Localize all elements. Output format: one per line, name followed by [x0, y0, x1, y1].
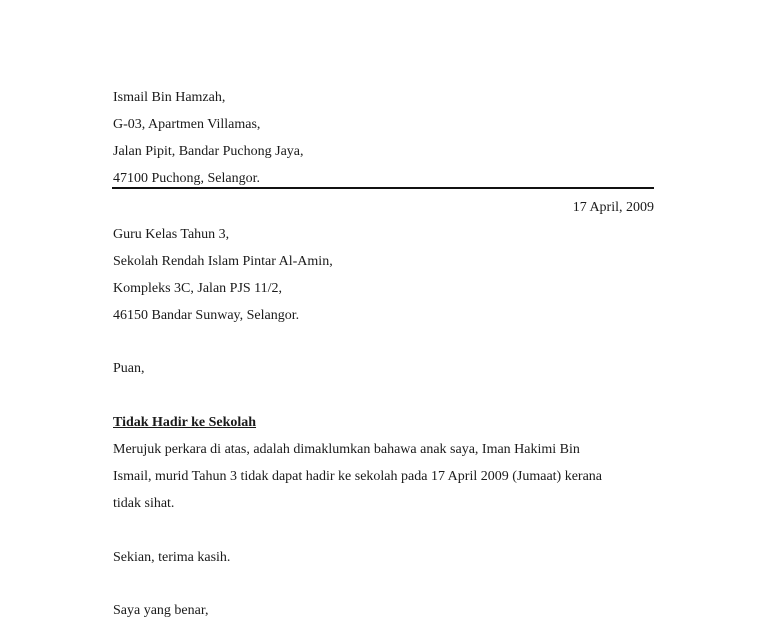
sender-address-line-1: G-03, Apartmen Villamas, [113, 117, 261, 132]
recipient-address-line-1: Kompleks 3C, Jalan PJS 11/2, [113, 281, 283, 296]
recipient-school: Sekolah Rendah Islam Pintar Al-Amin, [113, 254, 333, 269]
subject-heading: Tidak Hadir ke Sekolah [113, 415, 257, 430]
signoff: Saya yang benar, [113, 603, 209, 618]
recipient-title: Guru Kelas Tahun 3, [113, 227, 230, 242]
body-line-2: Ismail, murid Tahun 3 tidak dapat hadir ke sekolah pada 17 April 2009 (Jumaat) kerana [113, 469, 603, 484]
sender-address-line-2: Jalan Pipit, Bandar Puchong Jaya, [113, 144, 304, 159]
body-line-1: Merujuk perkara di atas, adalah dimaklumkan bahawa anak saya, Iman Hakimi Bin [113, 442, 580, 457]
header-divider [112, 187, 654, 189]
salutation: Puan, [113, 361, 145, 376]
sender-name: Ismail Bin Hamzah, [113, 90, 226, 105]
body-line-3: tidak sihat. [113, 496, 175, 511]
closing: Sekian, terima kasih. [113, 550, 231, 565]
sender-address-line-3: 47100 Puchong, Selangor. [113, 171, 260, 186]
recipient-address-line-2: 46150 Bandar Sunway, Selangor. [113, 308, 300, 323]
letter-date: 17 April, 2009 [572, 200, 654, 215]
